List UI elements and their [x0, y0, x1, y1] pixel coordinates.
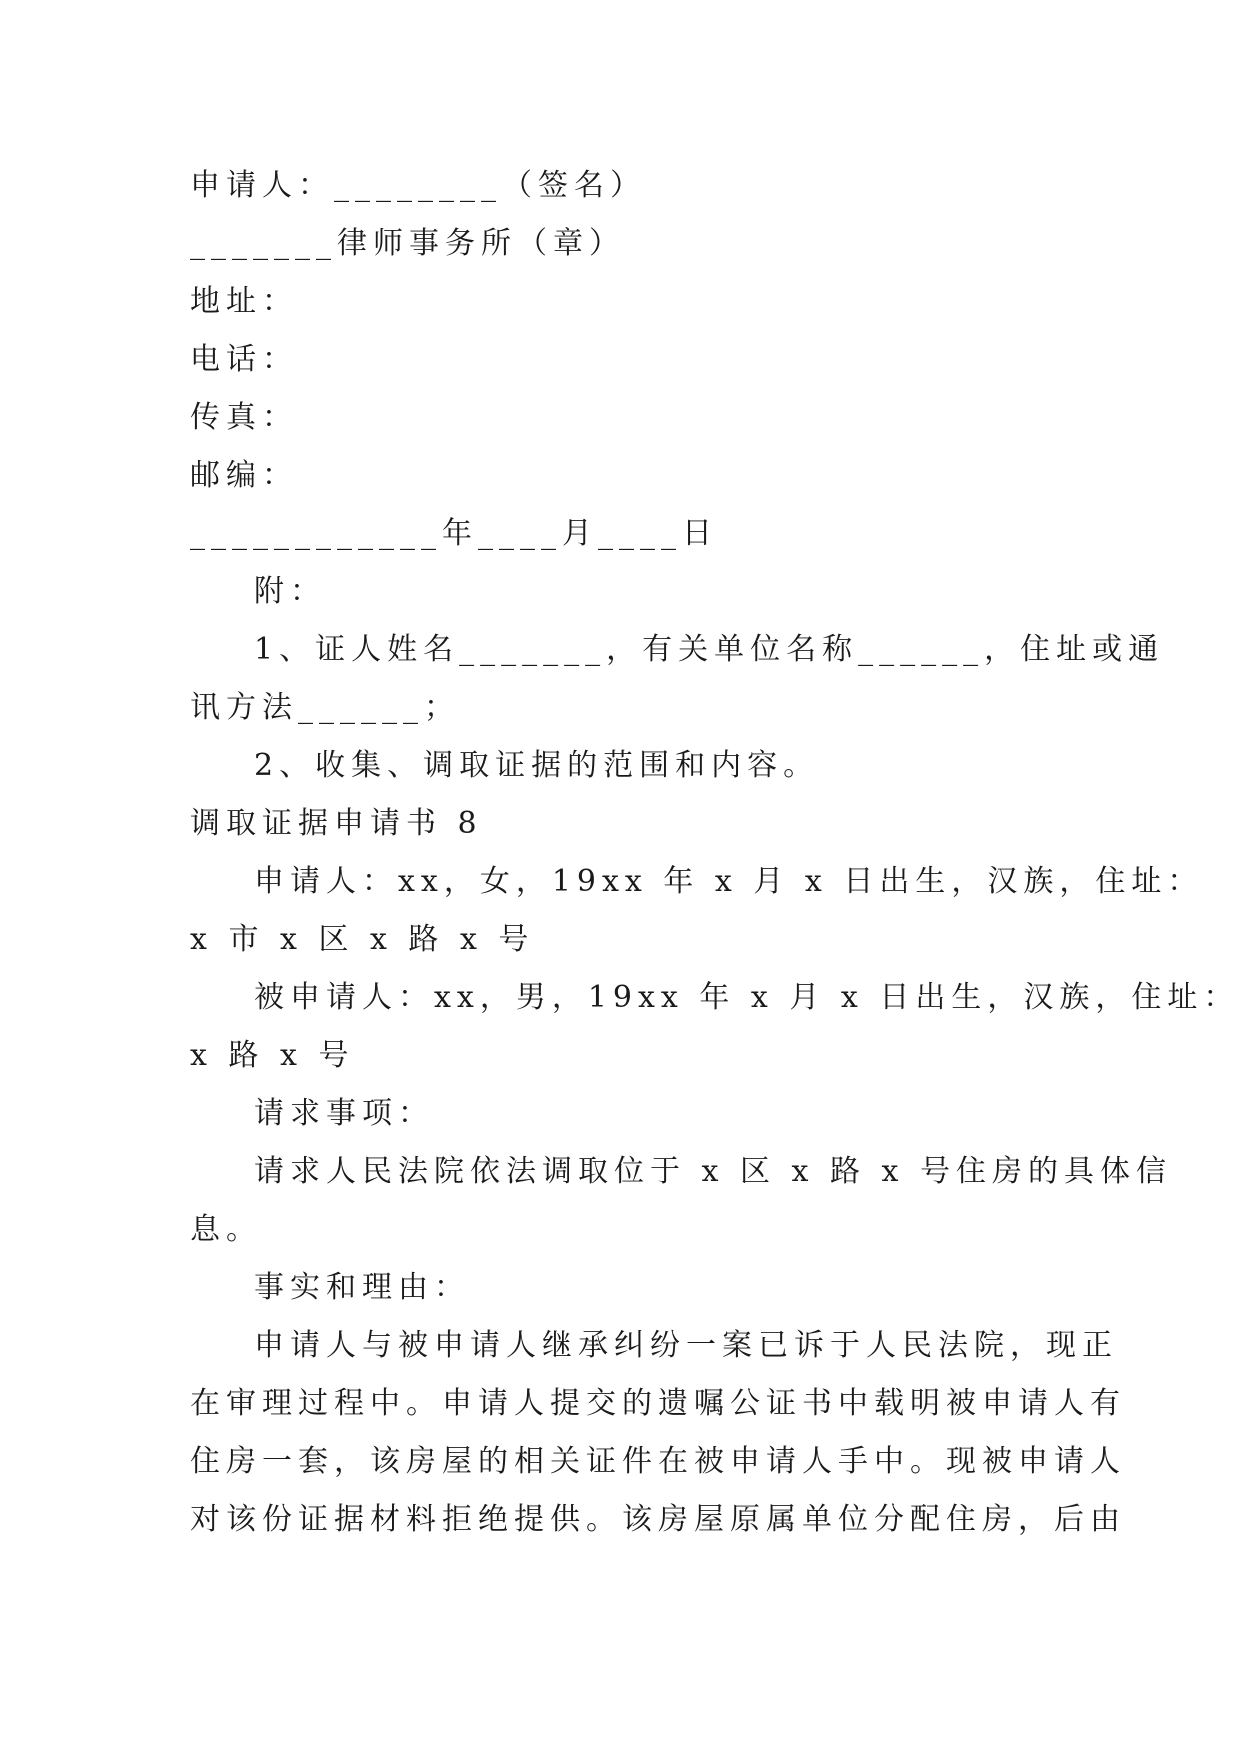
facts-heading: 事实和理由： [254, 1270, 470, 1305]
attachment-item-1-cont: 讯方法______； [190, 690, 460, 725]
address-line: 地址： [190, 284, 298, 319]
request-body: 请求人民法院依法调取位于 x 区 x 路 x 号住房的具体信 [254, 1154, 1172, 1189]
applicant-info-cont: x 市 x 区 x 路 x 号 [190, 922, 535, 957]
facts-paragraph-line-3: 住房一套，该房屋的相关证件在被申请人手中。现被申请人 [190, 1444, 1126, 1479]
date-line: ____________年____月____日 [190, 516, 718, 551]
applicant-signature-line: 申请人：________（签名） [190, 168, 646, 203]
section-title: 调取证据申请书 8 [190, 806, 483, 841]
facts-paragraph-line-4: 对该份证据材料拒绝提供。该房屋原属单位分配住房，后由 [190, 1502, 1126, 1537]
respondent-info: 被申请人：xx，男，19xx 年 x 月 x 日出生，汉族，住址： [254, 980, 1240, 1015]
request-body-cont: 息。 [190, 1212, 262, 1247]
law-firm-seal-line: _______律师事务所（章） [190, 226, 625, 261]
attachment-item-1: 1、证人姓名_______，有关单位名称______，住址或通 [254, 632, 1165, 667]
facts-paragraph-line-1: 申请人与被申请人继承纠纷一案已诉于人民法院，现正 [254, 1328, 1118, 1363]
phone-line: 电话： [190, 342, 298, 377]
request-heading: 请求事项： [254, 1096, 434, 1131]
applicant-info: 申请人：xx，女，19xx 年 x 月 x 日出生，汉族，住址： [254, 864, 1204, 899]
postcode-line: 邮编： [190, 458, 298, 493]
facts-paragraph-line-2: 在审理过程中。申请人提交的遗嘱公证书中载明被申请人有 [190, 1386, 1126, 1421]
attachment-heading: 附： [254, 574, 326, 609]
attachment-item-2: 2、收集、调取证据的范围和内容。 [254, 748, 820, 783]
fax-line: 传真： [190, 400, 298, 435]
respondent-info-cont: x 路 x 号 [190, 1038, 355, 1073]
